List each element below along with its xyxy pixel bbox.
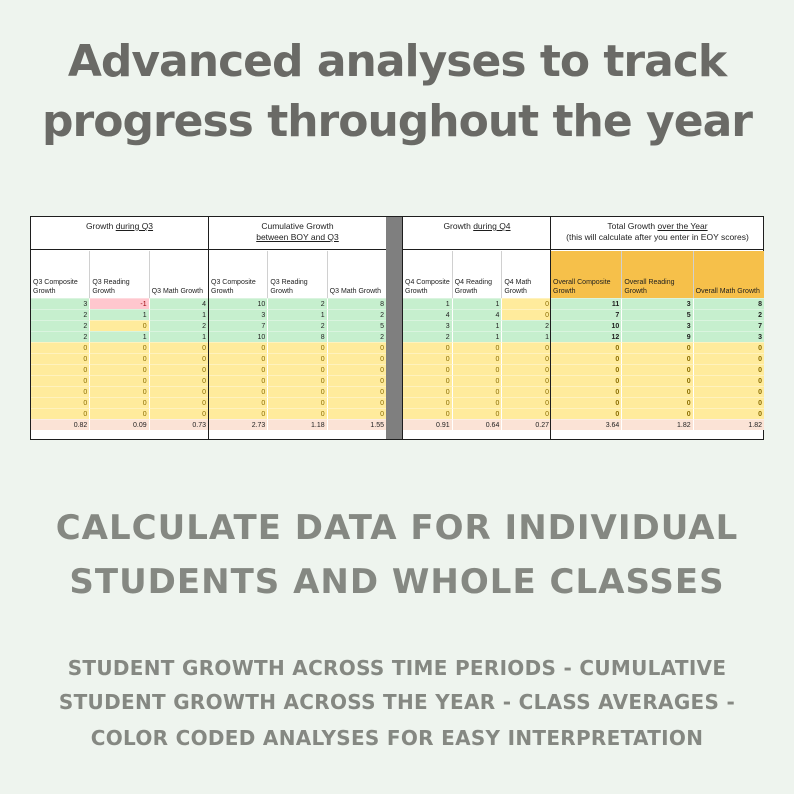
table-cell[interactable]: 0 (403, 397, 452, 408)
table-cell[interactable]: 0 (501, 386, 551, 397)
table-row (209, 298, 386, 309)
table-row (403, 342, 551, 353)
table-cell[interactable]: 0 (501, 375, 551, 386)
table-cell[interactable]: 0 (551, 397, 621, 408)
table-cell[interactable]: 2 (149, 320, 208, 331)
table-row (209, 364, 386, 375)
table-cell[interactable]: 0 (149, 353, 208, 364)
table-cell[interactable]: 0 (267, 386, 326, 397)
table-cell[interactable]: 0 (209, 342, 267, 353)
table-cell[interactable]: 0 (31, 375, 89, 386)
table-cell[interactable]: 0 (327, 364, 386, 375)
table-row (209, 408, 386, 419)
average-cell[interactable]: 0.91 (403, 419, 452, 430)
table-cell[interactable]: 0 (149, 364, 208, 375)
average-row (551, 419, 764, 430)
table-cell[interactable]: 0 (621, 342, 692, 353)
table-cell[interactable]: 0 (149, 408, 208, 419)
table-cell[interactable]: 11 (551, 298, 621, 309)
table-cell[interactable]: 0 (403, 364, 452, 375)
table-row (403, 331, 551, 342)
table-cell[interactable]: 0 (452, 375, 502, 386)
table-cell[interactable]: 0 (209, 397, 267, 408)
tagline-line-2: STUDENT GROWTH ACROSS THE YEAR - CLASS AVERAGES - (58, 690, 736, 714)
table-cell[interactable]: 0 (327, 375, 386, 386)
average-cell[interactable]: 1.82 (621, 419, 692, 430)
table-cell[interactable]: 2 (267, 298, 326, 309)
average-cell[interactable]: 0.27 (501, 419, 551, 430)
table-cell[interactable]: 1 (89, 331, 148, 342)
table-cell[interactable]: 8 (267, 331, 326, 342)
subheading-line-2: STUDENTS AND WHOLE CLASSES (69, 562, 725, 602)
table-cell[interactable]: 0 (501, 298, 551, 309)
table-cell[interactable]: 2 (267, 320, 326, 331)
table-cell[interactable]: 0 (551, 386, 621, 397)
table-row (31, 408, 208, 419)
divider-bar (386, 217, 402, 439)
table-cell[interactable]: 0 (551, 342, 621, 353)
table-cell[interactable]: 0 (31, 364, 89, 375)
table-cell[interactable]: 0 (403, 375, 452, 386)
table-cell[interactable]: 2 (693, 309, 764, 320)
table-cell[interactable]: 0 (31, 386, 89, 397)
table-cell[interactable]: 8 (327, 298, 386, 309)
tagline-line-1: STUDENT GROWTH ACROSS TIME PERIODS - CUMULATIVE (67, 656, 727, 680)
table-cell[interactable]: 0 (452, 386, 502, 397)
table-cell[interactable]: 1 (452, 320, 502, 331)
column-header: Q3 Composite Growth (211, 279, 256, 295)
table-row (551, 342, 764, 353)
table-cell[interactable]: 7 (209, 320, 267, 331)
column-header-row (403, 251, 551, 298)
table-cell[interactable]: 0 (267, 375, 326, 386)
column-header: Overall Math Growth (693, 251, 764, 298)
table-row (209, 331, 386, 342)
table-cell[interactable]: 0 (327, 386, 386, 397)
average-cell[interactable]: 2.73 (209, 419, 267, 430)
average-row (31, 419, 208, 430)
table-cell[interactable]: 0 (209, 364, 267, 375)
average-cell[interactable]: 3.64 (551, 419, 621, 430)
table-cell[interactable]: 2 (31, 309, 89, 320)
spreadsheet-screenshot (30, 216, 764, 440)
table-row (209, 386, 386, 397)
table-cell[interactable]: 0 (89, 397, 148, 408)
table-cell[interactable]: 7 (693, 320, 764, 331)
table-row (31, 386, 208, 397)
headline-line-2: progress throughout the year (42, 96, 752, 147)
average-cell[interactable]: 1.18 (267, 419, 326, 430)
average-cell[interactable]: 0.82 (31, 419, 89, 430)
table-cell[interactable]: 0 (452, 397, 502, 408)
table-row (403, 298, 551, 309)
table-row (31, 353, 208, 364)
column-header: Q3 Reading Growth (267, 251, 326, 298)
table-cell[interactable]: 0 (89, 320, 148, 331)
table-row (31, 342, 208, 353)
table-cell[interactable]: 3 (209, 309, 267, 320)
table-cell[interactable]: 2 (403, 331, 452, 342)
average-row (403, 419, 551, 430)
table-cell[interactable]: 0 (267, 408, 326, 419)
table-cell[interactable]: 0 (209, 375, 267, 386)
column-header: Q3 Math Growth (327, 251, 386, 298)
table-cell[interactable]: 0 (31, 342, 89, 353)
average-cell[interactable]: 0.64 (452, 419, 502, 430)
column-header: Q3 Reading Growth (89, 251, 148, 298)
table-cell[interactable]: 0 (89, 364, 148, 375)
table-row (31, 331, 208, 342)
column-header: Q3 Composite Growth (33, 279, 78, 295)
table-cell[interactable]: 0 (149, 386, 208, 397)
table-cell[interactable]: 10 (551, 320, 621, 331)
table-cell[interactable]: 0 (267, 353, 326, 364)
table-cell[interactable]: 0 (452, 342, 502, 353)
column-header: Overall Composite Growth (553, 279, 611, 295)
table-row (31, 375, 208, 386)
table-cell[interactable]: 2 (31, 320, 89, 331)
table-row (31, 309, 208, 320)
table-row (551, 408, 764, 419)
table-cell[interactable]: 1 (89, 309, 148, 320)
table-cell[interactable]: 2 (31, 331, 89, 342)
table-cell[interactable]: 1 (149, 331, 208, 342)
table-row (551, 364, 764, 375)
table-cell[interactable]: 0 (89, 353, 148, 364)
column-header: Q4 Reading Growth (452, 251, 502, 298)
table-row (551, 353, 764, 364)
table-row (403, 408, 551, 419)
table-row (209, 353, 386, 364)
table-cell[interactable]: 4 (452, 309, 502, 320)
table-cell[interactable]: 0 (327, 342, 386, 353)
average-row (209, 419, 386, 430)
table-row (551, 331, 764, 342)
table-cell[interactable]: 0 (621, 364, 692, 375)
average-cell[interactable]: 0.09 (89, 419, 148, 430)
table-cell[interactable]: 0 (327, 408, 386, 419)
table-cell[interactable]: 3 (31, 298, 89, 309)
table-cell[interactable]: 0 (693, 342, 764, 353)
average-cell[interactable]: 0.73 (149, 419, 208, 430)
table-cell[interactable]: 1 (452, 298, 502, 309)
table-cell[interactable]: 0 (621, 375, 692, 386)
table-cell[interactable]: 4 (403, 309, 452, 320)
table-cell[interactable]: 4 (149, 298, 208, 309)
table-cell[interactable]: 8 (693, 298, 764, 309)
table-cell[interactable]: 0 (89, 408, 148, 419)
table-row (403, 353, 551, 364)
table-cell[interactable]: 0 (403, 342, 452, 353)
table-row (209, 309, 386, 320)
table-cell[interactable]: 1 (149, 309, 208, 320)
table-cell[interactable]: 0 (327, 353, 386, 364)
table-cell[interactable]: 0 (452, 408, 502, 419)
table-row (551, 375, 764, 386)
table-cell[interactable]: 0 (621, 386, 692, 397)
table-cell[interactable]: 0 (621, 353, 692, 364)
table-cell[interactable]: 3 (693, 331, 764, 342)
table-cell[interactable]: 0 (501, 309, 551, 320)
table-cell[interactable]: 0 (693, 397, 764, 408)
table-cell[interactable]: 2 (501, 320, 551, 331)
column-header-row (209, 251, 386, 298)
table-cell[interactable]: 0 (693, 386, 764, 397)
table-cell[interactable]: 0 (267, 364, 326, 375)
table-row (31, 364, 208, 375)
table-row (209, 320, 386, 331)
table-row (209, 397, 386, 408)
table-cell[interactable]: 0 (501, 342, 551, 353)
table-row (403, 386, 551, 397)
block-title: Growth during Q4 (403, 217, 551, 250)
block-cumulative-growth (208, 217, 386, 439)
subheading-line-1: CALCULATE DATA FOR INDIVIDUAL (55, 508, 739, 548)
table-cell[interactable]: 0 (452, 353, 502, 364)
table-cell[interactable]: 5 (621, 309, 692, 320)
block-title: Growth during Q3 (31, 217, 208, 250)
table-row (403, 309, 551, 320)
headline-line-1: Advanced analyses to track (67, 36, 727, 87)
table-cell[interactable]: 0 (267, 342, 326, 353)
table-cell[interactable]: 0 (267, 397, 326, 408)
column-header: Overall Reading Growth (621, 251, 692, 298)
table-row (403, 375, 551, 386)
tagline-line-3: COLOR CODED ANALYSES FOR EASY INTERPRETATION (90, 726, 704, 750)
table-row (31, 397, 208, 408)
block-growth-q3 (31, 217, 208, 439)
block-growth-q4 (402, 217, 551, 439)
table-cell[interactable]: 0 (327, 397, 386, 408)
table-cell[interactable]: 10 (209, 298, 267, 309)
column-header-row (31, 251, 208, 298)
table-cell[interactable]: 3 (621, 320, 692, 331)
table-row (31, 320, 208, 331)
table-cell[interactable]: 0 (31, 397, 89, 408)
table-cell[interactable]: 0 (403, 408, 452, 419)
table-cell[interactable]: 0 (31, 408, 89, 419)
table-cell[interactable]: 0 (149, 397, 208, 408)
table-cell[interactable]: 7 (551, 309, 621, 320)
table-cell[interactable]: 0 (149, 342, 208, 353)
table-cell[interactable]: 0 (693, 353, 764, 364)
table-cell[interactable]: 3 (403, 320, 452, 331)
table-cell[interactable]: 0 (551, 408, 621, 419)
table-cell[interactable]: 2 (327, 331, 386, 342)
table-row (209, 375, 386, 386)
table-cell[interactable]: 0 (403, 353, 452, 364)
table-cell[interactable]: 0 (89, 375, 148, 386)
table-row (551, 298, 764, 309)
table-cell[interactable]: 2 (327, 309, 386, 320)
table-cell[interactable]: 0 (89, 342, 148, 353)
table-row (551, 386, 764, 397)
table-cell[interactable]: 0 (149, 375, 208, 386)
table-row (209, 342, 386, 353)
table-cell[interactable]: 0 (621, 397, 692, 408)
table-cell[interactable]: 0 (501, 397, 551, 408)
column-header-row (551, 251, 764, 298)
table-cell[interactable]: 0 (501, 364, 551, 375)
table-row (551, 320, 764, 331)
column-header: Q3 Math Growth (149, 251, 208, 298)
table-cell[interactable]: 1 (501, 331, 551, 342)
table-row (551, 397, 764, 408)
average-cell[interactable]: 1.82 (693, 419, 764, 430)
table-cell[interactable]: 0 (693, 364, 764, 375)
table-row (31, 298, 208, 309)
table-cell[interactable]: 0 (693, 375, 764, 386)
column-header: Q4 Composite Growth (405, 279, 450, 295)
table-cell[interactable]: 1 (267, 309, 326, 320)
table-cell[interactable]: 0 (501, 408, 551, 419)
table-cell[interactable]: 0 (452, 364, 502, 375)
table-cell[interactable]: 1 (452, 331, 502, 342)
table-cell[interactable]: 0 (551, 353, 621, 364)
table-cell[interactable]: -1 (89, 298, 148, 309)
table-row (403, 397, 551, 408)
table-cell[interactable]: 12 (551, 331, 621, 342)
block-title: Total Growth over the Year (this will calculate after you enter in EOY scores) (551, 217, 764, 250)
table-cell[interactable]: 10 (209, 331, 267, 342)
table-cell[interactable]: 0 (31, 353, 89, 364)
block-title: Cumulative Growth between BOY and Q3 (209, 217, 386, 250)
table-cell[interactable]: 0 (89, 386, 148, 397)
table-cell[interactable]: 0 (551, 375, 621, 386)
column-header: Q4 Math Growth (501, 251, 551, 298)
table-row (403, 364, 551, 375)
average-cell[interactable]: 1.55 (327, 419, 386, 430)
table-cell[interactable]: 0 (621, 408, 692, 419)
block-total-growth (550, 217, 764, 439)
table-row (403, 320, 551, 331)
table-row (551, 309, 764, 320)
table-cell[interactable]: 0 (209, 386, 267, 397)
table-cell[interactable]: 3 (621, 298, 692, 309)
table-cell[interactable]: 1 (403, 298, 452, 309)
table-cell[interactable]: 0 (209, 408, 267, 419)
table-cell[interactable]: 0 (501, 353, 551, 364)
table-cell[interactable]: 5 (327, 320, 386, 331)
table-cell[interactable]: 0 (403, 386, 452, 397)
table-cell[interactable]: 0 (693, 408, 764, 419)
table-cell[interactable]: 9 (621, 331, 692, 342)
table-cell[interactable]: 0 (209, 353, 267, 364)
table-cell[interactable]: 0 (551, 364, 621, 375)
